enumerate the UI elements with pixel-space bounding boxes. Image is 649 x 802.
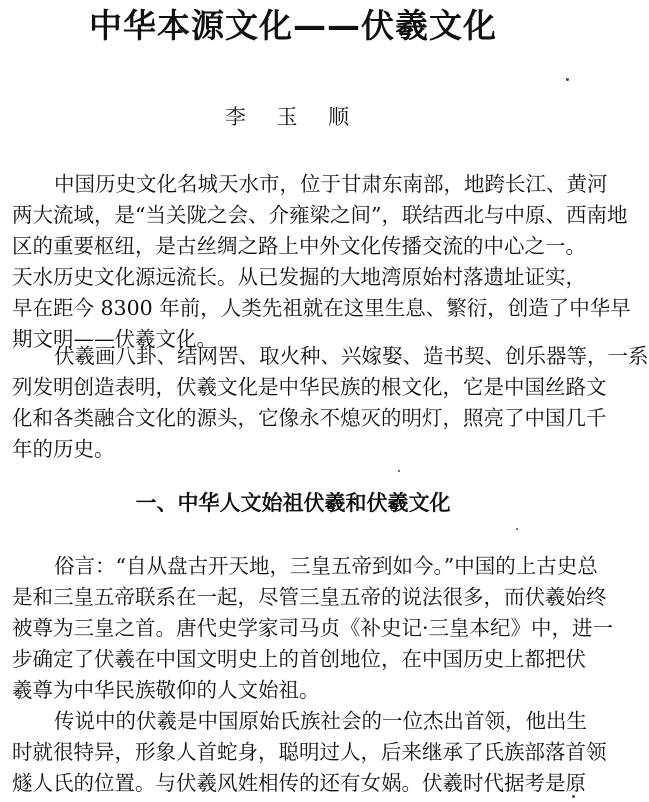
- scan-speck: [566, 78, 569, 81]
- paragraph-2: [12, 341, 649, 465]
- paragraph-line: 被尊为三皇之首。唐代史学家司马贞《补史记·三皇本纪》中，进一: [12, 616, 614, 640]
- paragraph-line: 步确定了伏羲在中国文明史上的首创地位，在中国历史上都把伏: [12, 647, 586, 671]
- paragraph-line: 列发明创造表明，伏羲文化是中华民族的根文化，它是中国丝路文: [12, 375, 607, 399]
- article-title: 中华本源文化——伏羲文化: [89, 6, 497, 45]
- paragraph-1: [12, 169, 631, 355]
- paragraph-line: 区的重要枢纽，是古丝绸之路上中外文化传播交流的中心之一。: [12, 234, 586, 258]
- paragraph-line: 早在距今 8300 年前，人类先祖就在这里生息、繁衍，创造了中华早: [12, 296, 631, 320]
- paragraph-line: 中国历史文化名城天水市，位于甘肃东南部，地跨长江、黄河: [54, 172, 608, 196]
- paragraph-line: 羲尊为中华民族敬仰的人文始祖。: [12, 678, 320, 702]
- paragraph-line: 燧人氏的位置。与伏羲风姓相传的还有女娲。伏羲时代据考是原: [12, 771, 586, 795]
- paragraph-line: 伏羲画八卦、结网罟、取火种、兴嫁娶、造书契、创乐器等，一系: [54, 344, 649, 368]
- paragraph-line: 是和三皇五帝联系在一起，尽管三皇五帝的说法很多，而伏羲始终: [12, 585, 607, 609]
- author-name: 李 玉 顺: [224, 105, 362, 129]
- paragraph-line: 俗言：“自从盘古开天地，三皇五帝到如今。”中国的上古史总: [54, 554, 598, 578]
- paragraph-3: [12, 551, 614, 706]
- paragraph-line: 时就很特异，形象人首蛇身，聪明过人，后来继承了氏族部落首领: [12, 740, 607, 764]
- paragraph-4: [12, 706, 607, 799]
- scan-speck: [398, 470, 400, 472]
- paragraph-line: 化和各类融合文化的源头，它像永不熄灭的明灯，照亮了中国几千: [12, 406, 607, 430]
- paragraph-line: 期文明——伏羲文化。: [12, 327, 217, 351]
- paragraph-line: 两大流域，是“当关陇之会、介雍梁之间”，联结西北与中原、西南地: [12, 203, 628, 227]
- paragraph-line: 传说中的伏羲是中国原始氏族社会的一位杰出首领，他出生: [54, 709, 587, 733]
- scan-speck: [516, 528, 518, 530]
- paragraph-line: 年的历史。: [12, 437, 115, 461]
- scan-speck: [572, 795, 575, 798]
- section-heading: 一、中华人文始祖伏羲和伏羲文化: [135, 491, 451, 515]
- paragraph-line: 天水历史文化源远流长。从已发掘的大地湾原始村落遗址证实，: [12, 265, 586, 289]
